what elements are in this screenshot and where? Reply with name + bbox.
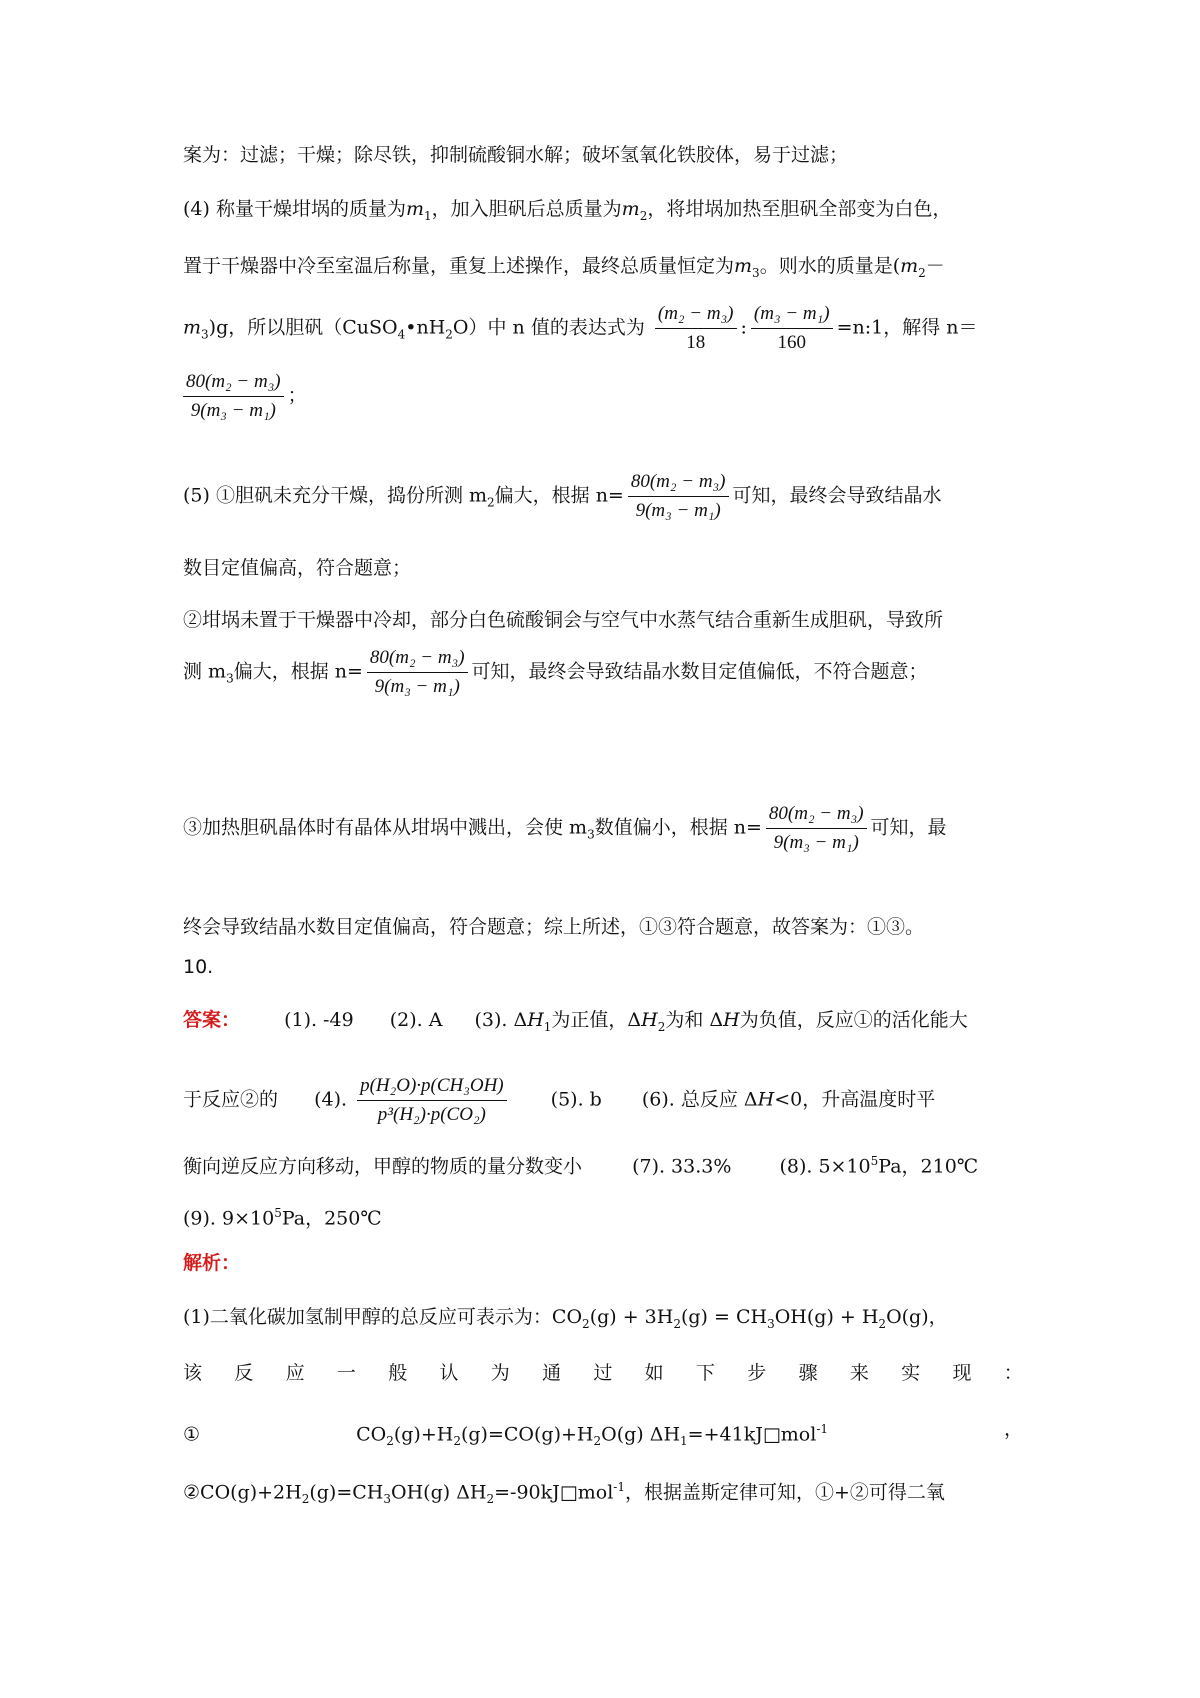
spread-char: 如	[644, 1362, 664, 1384]
spread-char: 骤	[798, 1362, 818, 1384]
text-line: 案为：过滤；干燥；除尽铁，抑制硫酸铜水解；破坏氢氧化铁胶体，易于过滤；	[183, 144, 849, 166]
text-line: ③加热胆矾晶体时有晶体从坩埚中溅出，会使 $m_3$数值偏小，根据 n= $\frac{\text{80(m₂ − m₃)}}{\text{9(m₃ − m₁)}}$ 可知，最	[183, 803, 947, 853]
spread-char: 般	[388, 1362, 408, 1384]
spread-char: 一	[336, 1362, 356, 1384]
fraction: $\frac{\text{80(m₂ − m₃)}}{\text{9(m₃ − m₁)}}$	[628, 470, 729, 523]
answer-line: 答案： (1). -49 (2). A (3). $\Delta H_1$为正值，$\Delta H_2$为和 ΔH为负值，反应①的活化能大	[183, 1009, 968, 1034]
spread-char: 为	[490, 1362, 510, 1384]
text-line: (1)二氧化碳加氢制甲醇的总反应可表示为：$CO_2(g) + 3H_2(g) = CH_3OH(g) + H_2O(g)$，	[183, 1306, 948, 1331]
spread-char: 来	[849, 1362, 869, 1384]
equation-line: ① $CO_2(g)+H_2(g)=CO(g)+H_2O(g)$ $\Delta H_1=+41kJ□mol^{-1}$ ，	[183, 1418, 1023, 1449]
text-line: 测 $m_3$偏大，根据 n= $\frac{\text{80(m₂ − m₃)}}{\text{9(m₃ − m₁)}}$ 可知，最终会导致结晶水数目定值偏低，不符合题意；	[183, 647, 928, 697]
spread-char: 反	[234, 1362, 254, 1384]
equation-line: $②CO(g)+2H_2(g)=CH_3OH(g)$ $\Delta H_2=-90kJ□mol^{-1}$，根据盖斯定律可知，①+②可得二氧	[183, 1480, 945, 1507]
spread-char: 现	[952, 1362, 972, 1384]
question-number: 10.	[183, 956, 214, 978]
text-line: ②坩埚未置于干燥器中冷却，部分白色硫酸铜会与空气中水蒸气结合重新生成胆矾，导致所	[183, 609, 944, 631]
spread-char: ：	[1003, 1362, 1023, 1384]
kp-fraction: $\frac{\text{p(H₂O)·p(CH₃OH)}}{\text{p³(H₂)·p(CO₂)}}$	[357, 1074, 507, 1127]
fraction: $\frac{\text{80(m₂ − m₃)}}{\text{9(m₃ − m₁)}}$	[766, 802, 867, 855]
spread-char: 认	[439, 1362, 459, 1384]
text-line: 终会导致结晶水数目定值偏高，符合题意；综上所述，①③符合题意，故答案为：①③。	[183, 916, 925, 938]
spread-char: 过	[593, 1362, 613, 1384]
answer-line: 于反应②的 (4). $\frac{\text{p(H₂O)·p(CH₃OH)}}{\text{p³(H₂)·p(CO₂)}}$ (5). b (6). 总反应 ΔH<0，升高温度时平	[183, 1075, 936, 1125]
spread-char: 通	[542, 1362, 562, 1384]
analysis-label-line	[183, 1250, 240, 1276]
spread-char: 实	[901, 1362, 921, 1384]
text-line: $\frac{\text{80(m₂ − m₃)}}{\text{9(m₃ − m₁)}}$ ；	[183, 370, 307, 423]
analysis-label: 解析：	[183, 1252, 241, 1274]
text-line: (4) 称量干燥坩埚的质量为$m_1$，加入胆矾后总质量为$m_2$，将坩埚加热至胆矾全部变为白色，	[183, 198, 952, 223]
text-line: 置于干燥器中冷至室温后称量，重复上述操作，最终总质量恒定为$m_3$。则水的质量是($m_2-$	[183, 255, 945, 280]
answer-line: 衡向逆反应方向移动，甲醇的物质的量分数变小 (7). 33.3% (8). $5\times 10^5Pa$，210℃	[183, 1154, 979, 1178]
answer-label: 答案：	[183, 1009, 241, 1031]
spread-char: 步	[747, 1362, 767, 1384]
fraction: $\frac{\text{(m₂ − m₃)}}{18}$	[655, 302, 737, 355]
text-line: 数目定值偏高，符合题意；	[183, 557, 412, 579]
spread-char: 应	[285, 1362, 305, 1384]
text-line: (5) ①胆矾未充分干燥，捣份所测 $m_2$偏大，根据 n= $\frac{\text{80(m₂ − m₃)}}{\text{9(m₃ − m₁)}}$ 可知，最终会导致结晶水	[183, 471, 942, 521]
answer-line: (9). $9\times 10^5Pa$，250℃	[183, 1206, 382, 1230]
spread-char: 该	[183, 1362, 203, 1384]
fraction: $\frac{\text{80(m₂ − m₃)}}{\text{9(m₃ − m₁)}}$	[367, 646, 468, 699]
spread-char: 下	[695, 1362, 715, 1384]
text-line: $m_3)g$，所以胆矾$(CuSO_4•nH_2O)$中 n 值的表达式为 $\frac{\text{(m₂ − m₃)}}{18}$ : $\frac{\text{(m₃ − m₁)}}{160}$ =n:1，解得 n＝	[183, 303, 978, 353]
spread-line	[183, 1360, 1023, 1386]
fraction: $\frac{\text{80(m₂ − m₃)}}{\text{9(m₃ − m₁)}}$	[183, 370, 284, 423]
fraction: $\frac{\text{(m₃ − m₁)}}{160}$	[751, 302, 833, 355]
